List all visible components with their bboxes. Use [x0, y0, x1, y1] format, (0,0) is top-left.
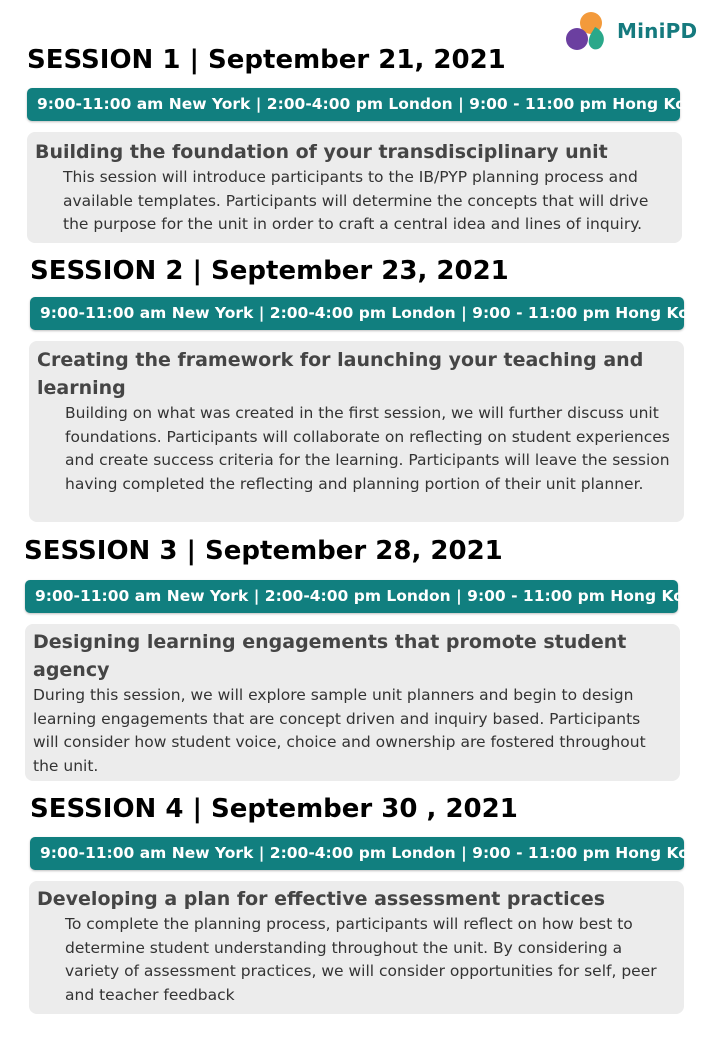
minipd-logo-icon: [565, 9, 611, 53]
session-title: SESSION 3 | September 28, 2021: [24, 536, 503, 566]
logo-text: MiniPD: [617, 19, 698, 43]
session-heading: Creating the framework for launching your teaching and learning: [37, 349, 644, 399]
session-title: SESSION 4 | September 30 , 2021: [30, 794, 518, 824]
minipd-logo: [565, 8, 697, 54]
session-description: This session will introduce participants to the IB/PYP planning process and available templates. Participants will determine the concepts that will drive the purpose for the unit in order to craft a central idea and lines of inquiry.: [63, 168, 649, 233]
session-description: Building on what was created in the first session, we will further discuss unit foundations. Participants will collaborate on reflecting on student experiences and create success criteria for the learning. Participants will leave the session having completed the reflecting and planning portion of their unit planner.: [65, 404, 670, 493]
session-description-box: [29, 881, 684, 1014]
session-heading: Developing a plan for effective assessment practices: [37, 888, 606, 910]
session-description-box: [29, 341, 684, 522]
session-description-box: [25, 624, 680, 781]
session-heading: Designing learning engagements that promote student agency: [33, 631, 627, 681]
session-times-bar: 9:00-11:00 am New York | 2:00-4:00 pm London | 9:00 - 11:00 pm Hong Kong: [30, 837, 684, 870]
session-description-box: [27, 132, 682, 243]
session-description: During this session, we will explore sample unit planners and begin to design learning engagements that are concept driven and inquiry based. Participants will consider how student voice, choice and ownership are fostered throughout the unit.: [33, 686, 646, 775]
session-title: SESSION 2 | September 23, 2021: [30, 256, 509, 286]
session-title: SESSION 1 | September 21, 2021: [27, 45, 506, 75]
session-times-bar: 9:00-11:00 am New York | 2:00-4:00 pm London | 9:00 - 11:00 pm Hong Kong: [27, 88, 680, 121]
session-times-bar: 9:00-11:00 am New York | 2:00-4:00 pm London | 9:00 - 11:00 pm Hong Kong: [25, 580, 678, 613]
session-heading: Building the foundation of your transdisciplinary unit: [35, 141, 608, 163]
session-times-bar: 9:00-11:00 am New York | 2:00-4:00 pm London | 9:00 - 11:00 pm Hong Kong: [30, 297, 684, 330]
session-description: To complete the planning process, participants will reflect on how best to determine student understanding throughout the unit. By considering a variety of assessment practices, we will consider opportunities for self, peer and teacher feedback: [65, 915, 657, 1004]
